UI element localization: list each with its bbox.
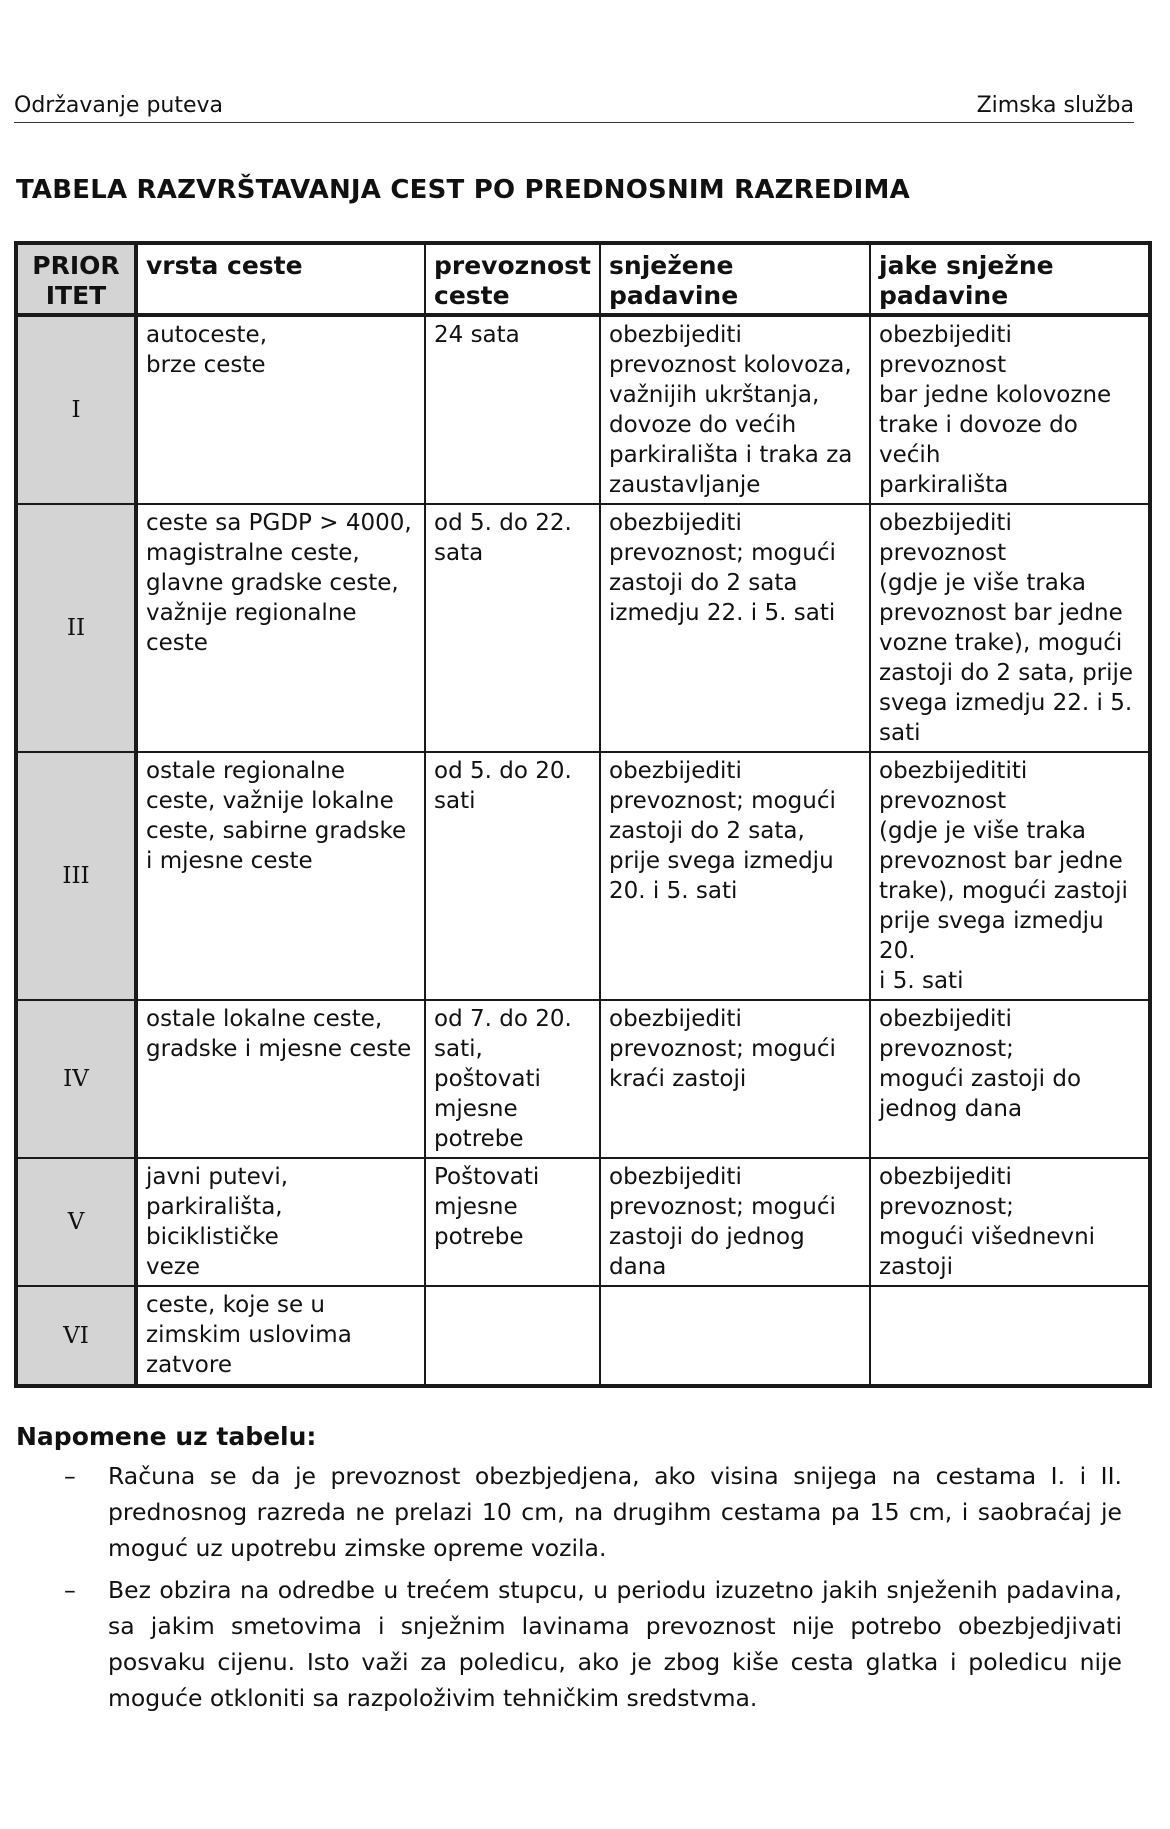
cell-line: vozne trake), mogući bbox=[879, 630, 1123, 656]
cell-line: prevoznost; bbox=[879, 1194, 1014, 1220]
cell-passability bbox=[425, 315, 600, 504]
cell-line: mogući višednevni bbox=[879, 1224, 1096, 1250]
cell-passability bbox=[425, 1286, 600, 1386]
cell-line: 20. i 5. sati bbox=[609, 878, 738, 904]
cell-priority-rank: III bbox=[16, 752, 136, 1000]
cell-line: prevoznost; mogući bbox=[609, 1036, 836, 1062]
cell-line: parkirališta, biciklističke bbox=[146, 1194, 283, 1250]
cell-line: ostale lokalne ceste, bbox=[146, 1006, 383, 1032]
cell-road-type bbox=[136, 504, 425, 752]
header-passability-line: prevoznost bbox=[434, 251, 592, 280]
cell-line: trake), mogući zastoji bbox=[879, 878, 1128, 904]
notes-title: Napomene uz tabelu: bbox=[16, 1422, 317, 1451]
header-snowfall: snježene padavine bbox=[600, 243, 870, 315]
cell-road-type bbox=[136, 315, 425, 504]
cell-line: trake i dovoze do većih bbox=[879, 412, 1078, 468]
table-row bbox=[16, 315, 1150, 504]
note-item bbox=[16, 1458, 1122, 1566]
cell-line: mogući zastoji do bbox=[879, 1066, 1082, 1092]
note-bullet: – bbox=[64, 1462, 76, 1490]
cell-line: zastoji do 2 sata bbox=[609, 570, 798, 596]
cell-line: zastoji do jednog bbox=[609, 1224, 805, 1250]
cell-line: (gdje je više traka bbox=[879, 818, 1086, 844]
cell-line: obezbijediti bbox=[879, 1164, 1012, 1190]
cell-line: mjesne bbox=[434, 1096, 518, 1122]
table-title: TABELA RAZVRŠTAVANJA CEST PO PREDNOSNIM RAZREDIMA bbox=[16, 175, 910, 205]
cell-line: obezbijediti prevoznost bbox=[879, 510, 1012, 566]
table-row bbox=[16, 752, 1150, 1000]
cell-line: obezbijedititi bbox=[879, 758, 1028, 784]
cell-line: ceste, sabirne gradske bbox=[146, 818, 407, 844]
cell-line: sati, bbox=[434, 1036, 483, 1062]
cell-heavy-snowfall bbox=[870, 504, 1150, 752]
cell-snowfall bbox=[600, 1158, 870, 1286]
cell-line: važnije regionalne bbox=[146, 600, 357, 626]
cell-line: svega izmedju 22. i 5. bbox=[879, 690, 1133, 716]
cell-line: dovoze do većih bbox=[609, 412, 797, 438]
cell-passability bbox=[425, 504, 600, 752]
cell-snowfall bbox=[600, 752, 870, 1000]
cell-line: izmedju 22. i 5. sati bbox=[609, 600, 836, 626]
cell-line: obezbijediti bbox=[609, 1164, 742, 1190]
cell-line: prije svega izmedju bbox=[609, 848, 834, 874]
cell-line: prevoznost bbox=[879, 788, 1007, 814]
cell-line: zatvore bbox=[146, 1352, 232, 1378]
table-row bbox=[16, 1286, 1150, 1386]
cell-line: sati bbox=[434, 788, 476, 814]
header-road-type: vrsta ceste bbox=[136, 243, 425, 315]
cell-line: prevoznost; bbox=[879, 1036, 1014, 1062]
header-passability bbox=[425, 243, 600, 315]
cell-line: autoceste, bbox=[146, 322, 268, 348]
cell-line: veze bbox=[146, 1254, 200, 1280]
cell-priority-rank: V bbox=[16, 1158, 136, 1286]
cell-line: potrebe bbox=[434, 1126, 524, 1152]
cell-heavy-snowfall bbox=[870, 1158, 1150, 1286]
cell-line: sata bbox=[434, 540, 484, 566]
cell-passability bbox=[425, 1158, 600, 1286]
cell-line: zastoji bbox=[879, 1254, 954, 1280]
cell-line: obezbijediti prevoznost bbox=[879, 322, 1012, 378]
cell-line: zastoji do 2 sata, prije bbox=[879, 660, 1134, 686]
cell-heavy-snowfall bbox=[870, 315, 1150, 504]
header-heavy-snowfall-line: jake snježne bbox=[879, 251, 1054, 280]
cell-line: obezbijediti bbox=[609, 322, 742, 348]
cell-snowfall bbox=[600, 504, 870, 752]
cell-line: prevoznost; mogući bbox=[609, 788, 836, 814]
cell-line: ostale regionalne bbox=[146, 758, 345, 784]
cell-passability bbox=[425, 1000, 600, 1158]
cell-line: ceste sa PGDP > 4000, bbox=[146, 510, 412, 536]
notes-list bbox=[16, 1458, 1122, 1722]
cell-line: prevoznost; mogući bbox=[609, 540, 836, 566]
cell-line: i 5. sati bbox=[879, 968, 964, 994]
cell-line: glavne gradske ceste, bbox=[146, 570, 399, 596]
cell-line: potrebe bbox=[434, 1224, 524, 1250]
priority-table bbox=[14, 241, 1152, 1388]
cell-priority-rank: I bbox=[16, 315, 136, 504]
cell-line: obezbijediti bbox=[609, 758, 742, 784]
cell-priority-rank: VI bbox=[16, 1286, 136, 1386]
cell-snowfall bbox=[600, 1000, 870, 1158]
header-priority bbox=[16, 243, 136, 315]
cell-line: parkirališta bbox=[879, 472, 1009, 498]
note-text: Računa se da je prevoznost obezbjedjena, ako visina snijega na cestama I. i II. prednosnog razreda ne prelazi 10 cm, na drugihm cestama pa 15 cm, i saobraćaj je moguć uz upotrebu zimske opreme vozila. bbox=[108, 1462, 1122, 1562]
cell-line: prevoznost; mogući bbox=[609, 1194, 836, 1220]
header-heavy-snowfall bbox=[870, 243, 1150, 315]
cell-line: poštovati bbox=[434, 1066, 541, 1092]
table-row bbox=[16, 504, 1150, 752]
cell-line: prije svega izmedju 20. bbox=[879, 908, 1104, 964]
cell-road-type bbox=[136, 1286, 425, 1386]
cell-line: zimskim uslovima bbox=[146, 1322, 352, 1348]
cell-line: prevoznost bar jedne bbox=[879, 600, 1123, 626]
cell-line: ceste bbox=[146, 630, 208, 656]
cell-line: ceste, važnije lokalne bbox=[146, 788, 394, 814]
header-priority-line: PRIOR bbox=[32, 251, 120, 280]
cell-snowfall bbox=[600, 315, 870, 504]
cell-line: važnijih ukrštanja, bbox=[609, 382, 820, 408]
cell-line: jednog dana bbox=[879, 1096, 1023, 1122]
cell-line: zaustavljanje bbox=[609, 472, 761, 498]
cell-line: (gdje je više traka bbox=[879, 570, 1086, 596]
cell-line: 24 sata bbox=[434, 322, 520, 348]
header-passability-line: ceste bbox=[434, 281, 510, 310]
cell-line: od 5. do 20. bbox=[434, 758, 572, 784]
cell-line: mjesne bbox=[434, 1194, 518, 1220]
header-priority-line: ITET bbox=[45, 281, 107, 310]
cell-heavy-snowfall bbox=[870, 1286, 1150, 1386]
table-row bbox=[16, 1158, 1150, 1286]
header-section-title: Zimska služba bbox=[976, 93, 1134, 118]
cell-line: obezbijediti bbox=[879, 1006, 1012, 1032]
cell-line: od 5. do 22. bbox=[434, 510, 572, 536]
cell-line: dana bbox=[609, 1254, 667, 1280]
cell-road-type bbox=[136, 752, 425, 1000]
cell-line: sati bbox=[879, 720, 921, 746]
cell-priority-rank: IV bbox=[16, 1000, 136, 1158]
cell-line: magistralne ceste, bbox=[146, 540, 360, 566]
note-bullet: – bbox=[64, 1576, 76, 1604]
cell-line: prevoznost bar jedne bbox=[879, 848, 1123, 874]
cell-line: bar jedne kolovozne bbox=[879, 382, 1112, 408]
cell-line: obezbijediti bbox=[609, 1006, 742, 1032]
note-item bbox=[16, 1572, 1122, 1716]
cell-road-type bbox=[136, 1158, 425, 1286]
cell-line: i mjesne ceste bbox=[146, 848, 313, 874]
cell-line: ceste, koje se u bbox=[146, 1292, 326, 1318]
note-text: Bez obzira na odredbe u trećem stupcu, u periodu izuzetno jakih snježenih padavina, sa jakim smetovima i snježnim lavinama prevoznost nije potrebo obezbjedjivati posvaku cijenu. Isto važi za poledicu, ako je zbog kiše cesta glatka i poledicu nije moguće otkloniti sa razpoloživim tehničkim sredstvma. bbox=[108, 1576, 1122, 1712]
table-header-row bbox=[16, 243, 1150, 315]
cell-road-type bbox=[136, 1000, 425, 1158]
cell-line: od 7. do 20. bbox=[434, 1006, 572, 1032]
cell-passability bbox=[425, 752, 600, 1000]
table-body bbox=[16, 315, 1150, 1386]
cell-priority-rank: II bbox=[16, 504, 136, 752]
cell-line: kraći zastoji bbox=[609, 1066, 747, 1092]
cell-line: parkirališta i traka za bbox=[609, 442, 853, 468]
cell-line: javni putevi, bbox=[146, 1164, 289, 1190]
cell-heavy-snowfall bbox=[870, 752, 1150, 1000]
table-row bbox=[16, 1000, 1150, 1158]
cell-line: gradske i mjesne ceste bbox=[146, 1036, 412, 1062]
cell-line: prevoznost kolovoza, bbox=[609, 352, 852, 378]
cell-line: zastoji do 2 sata, bbox=[609, 818, 805, 844]
header-heavy-snowfall-line: padavine bbox=[879, 281, 1009, 310]
cell-line: Poštovati bbox=[434, 1164, 540, 1190]
header-document-title: Održavanje puteva bbox=[14, 93, 224, 118]
cell-line: brze ceste bbox=[146, 352, 266, 378]
cell-line: obezbijediti bbox=[609, 510, 742, 536]
page-header bbox=[14, 92, 1134, 123]
cell-snowfall bbox=[600, 1286, 870, 1386]
cell-heavy-snowfall bbox=[870, 1000, 1150, 1158]
